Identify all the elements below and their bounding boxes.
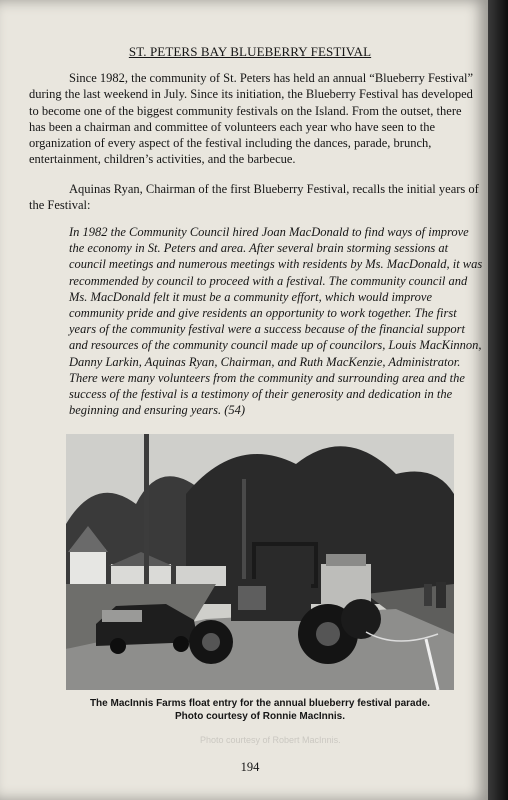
caption-line-2: Photo courtesy of Ronnie MacInnis. xyxy=(174,711,345,722)
photo-caption xyxy=(58,697,462,723)
bleed-through-text: Photo courtesy of Robert MacInnis. xyxy=(200,735,341,745)
parade-photo xyxy=(66,434,454,690)
book-binding-edge xyxy=(488,0,508,800)
block-quote: In 1982 the Community Council hired Joan MacDonald to find ways of improve the economy in St. Peters and area. After several brain storming sessions at council meetings and numerous meetings with residents by Ms. MacDonald, it was recommended by council to proceed with a festival. The community council and Ms. MacDonald felt it must be a community effort, which would improve community pride and give residents an opportunity to work together. The first years of the community festival were a success because of the financial support and resources of the community council made up of councilors, Louis MacKinnon, Danny Larkin, Aquinas Ryan, Chairman, and Ruth MacKenzie, Administrator. There were many volunteers from the community and surrounding area and the success of the festival is a testimony of their generosity and dedication in the beginning and ensuring years. (54) xyxy=(69,225,483,418)
page-number: 194 xyxy=(240,760,260,774)
caption-line-1: The MacInnis Farms float entry for the annual blueberry festival parade. xyxy=(89,698,431,709)
page-title: ST. PETERS BAY BLUEBERRY FESTIVAL xyxy=(128,44,372,59)
photo-illustration xyxy=(66,434,454,690)
intro-paragraph: Since 1982, the community of St. Peters has held an annual “Blueberry Festival” during the last weekend in July. Since its initiation, the Blueberry Festival has developed to become one of the biggest community festivals on the Island. From the outset, there has been a chairman and committee of volunteers each year who have seen to the organization of every aspect of the festival including the dances, parade, brunch, entertainment, children’s activities, and the barbecue. xyxy=(29,71,474,167)
lead-in-paragraph: Aquinas Ryan, Chairman of the first Blueberry Festival, recalls the initial years of the Festival: xyxy=(29,182,479,213)
